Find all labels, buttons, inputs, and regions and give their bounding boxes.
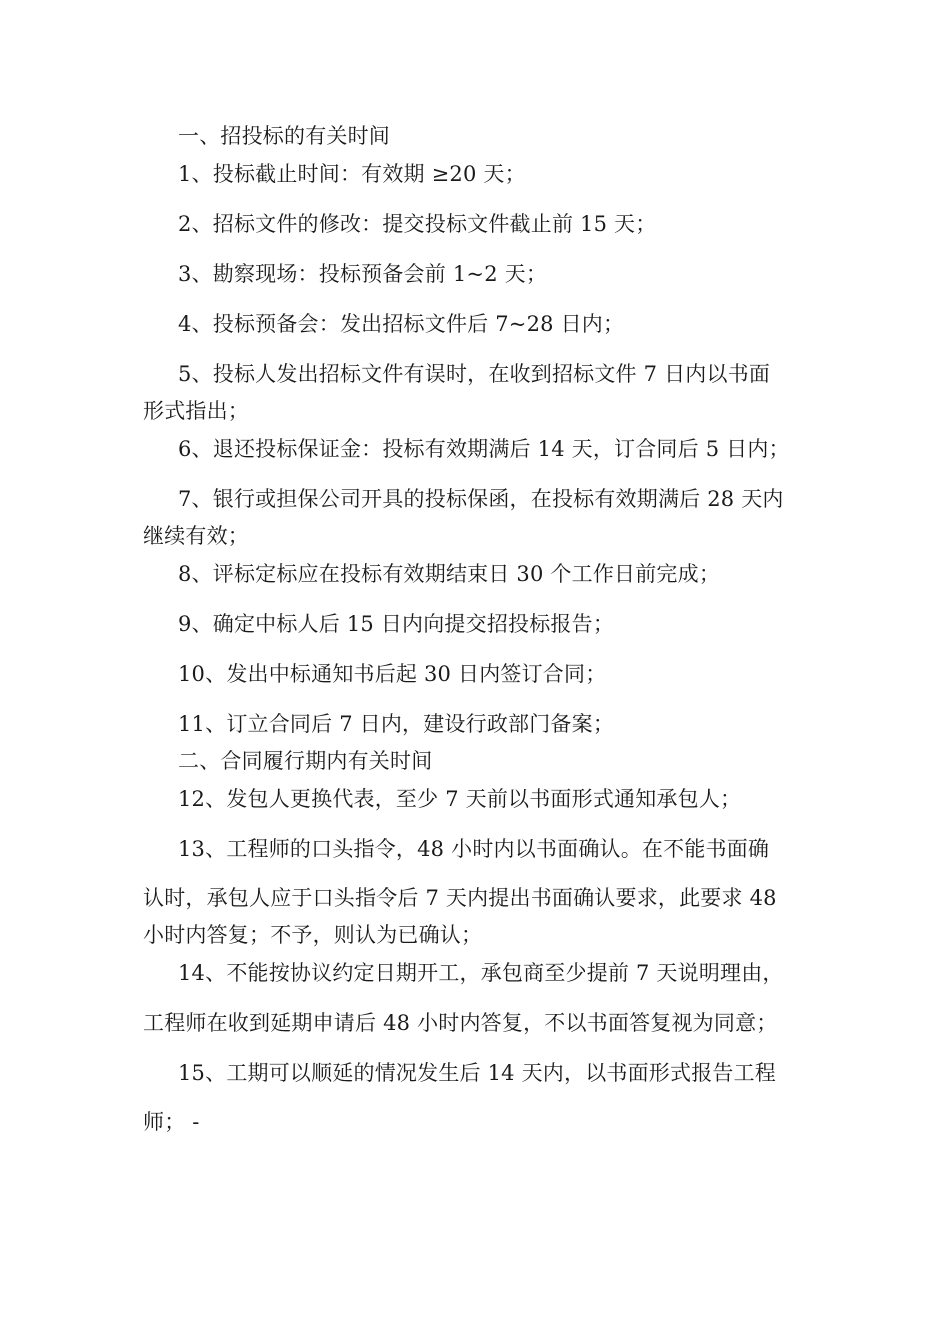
list-item-12: 12、发包人更换代表，至少 7 天前以书面形式通知承包人； [178, 787, 742, 811]
list-item-14-cont: 工程师在收到延期申请后 48 小时内答复，不以书面答复视为同意； [143, 1011, 778, 1035]
section-heading-2: 二、合同履行期内有关时间 [178, 749, 433, 773]
list-item-8: 8、评标定标应在投标有效期结束日 30 个工作日前完成； [178, 562, 721, 586]
list-item-3: 3、勘察现场：投标预备会前 1~2 天； [178, 262, 548, 286]
list-item-5: 5、投标人发出招标文件有误时，在收到招标文件 7 日内以书面 [178, 362, 771, 386]
list-item-13: 13、工程师的口头指令，48 小时内以书面确认。在不能书面确 [178, 837, 770, 861]
list-item-13-cont-1: 认时，承包人应于口头指令后 7 天内提出书面确认要求，此要求 48 [143, 886, 777, 910]
list-item-11: 11、订立合同后 7 日内，建设行政部门备案； [178, 712, 615, 736]
list-item-2: 2、招标文件的修改：提交投标文件截止前 15 天； [178, 212, 657, 236]
section-heading-1: 一、招投标的有关时间 [178, 124, 390, 148]
list-item-10: 10、发出中标通知书后起 30 日内签订合同； [178, 662, 607, 686]
list-item-4: 4、投标预备会：发出招标文件后 7~28 日内； [178, 312, 625, 336]
list-item-15-cont: 师； - [143, 1110, 200, 1134]
list-item-14: 14、不能按协议约定日期开工，承包商至少提前 7 天说明理由， [178, 961, 784, 985]
list-item-7-cont: 继续有效； [143, 524, 249, 548]
list-item-9: 9、确定中标人后 15 日内向提交招投标报告； [178, 612, 615, 636]
list-item-1: 1、投标截止时间：有效期 ≥20 天； [178, 162, 526, 186]
list-item-6: 6、退还投标保证金：投标有效期满后 14 天，订合同后 5 日内； [178, 437, 790, 461]
list-item-13-cont-2: 小时内答复；不予，则认为已确认； [143, 923, 483, 947]
list-item-7: 7、银行或担保公司开具的投标保函，在投标有效期满后 28 天内 [178, 487, 784, 511]
list-item-15: 15、工期可以顺延的情况发生后 14 天内，以书面形式报告工程 [178, 1061, 776, 1085]
list-item-5-cont: 形式指出； [143, 399, 249, 423]
